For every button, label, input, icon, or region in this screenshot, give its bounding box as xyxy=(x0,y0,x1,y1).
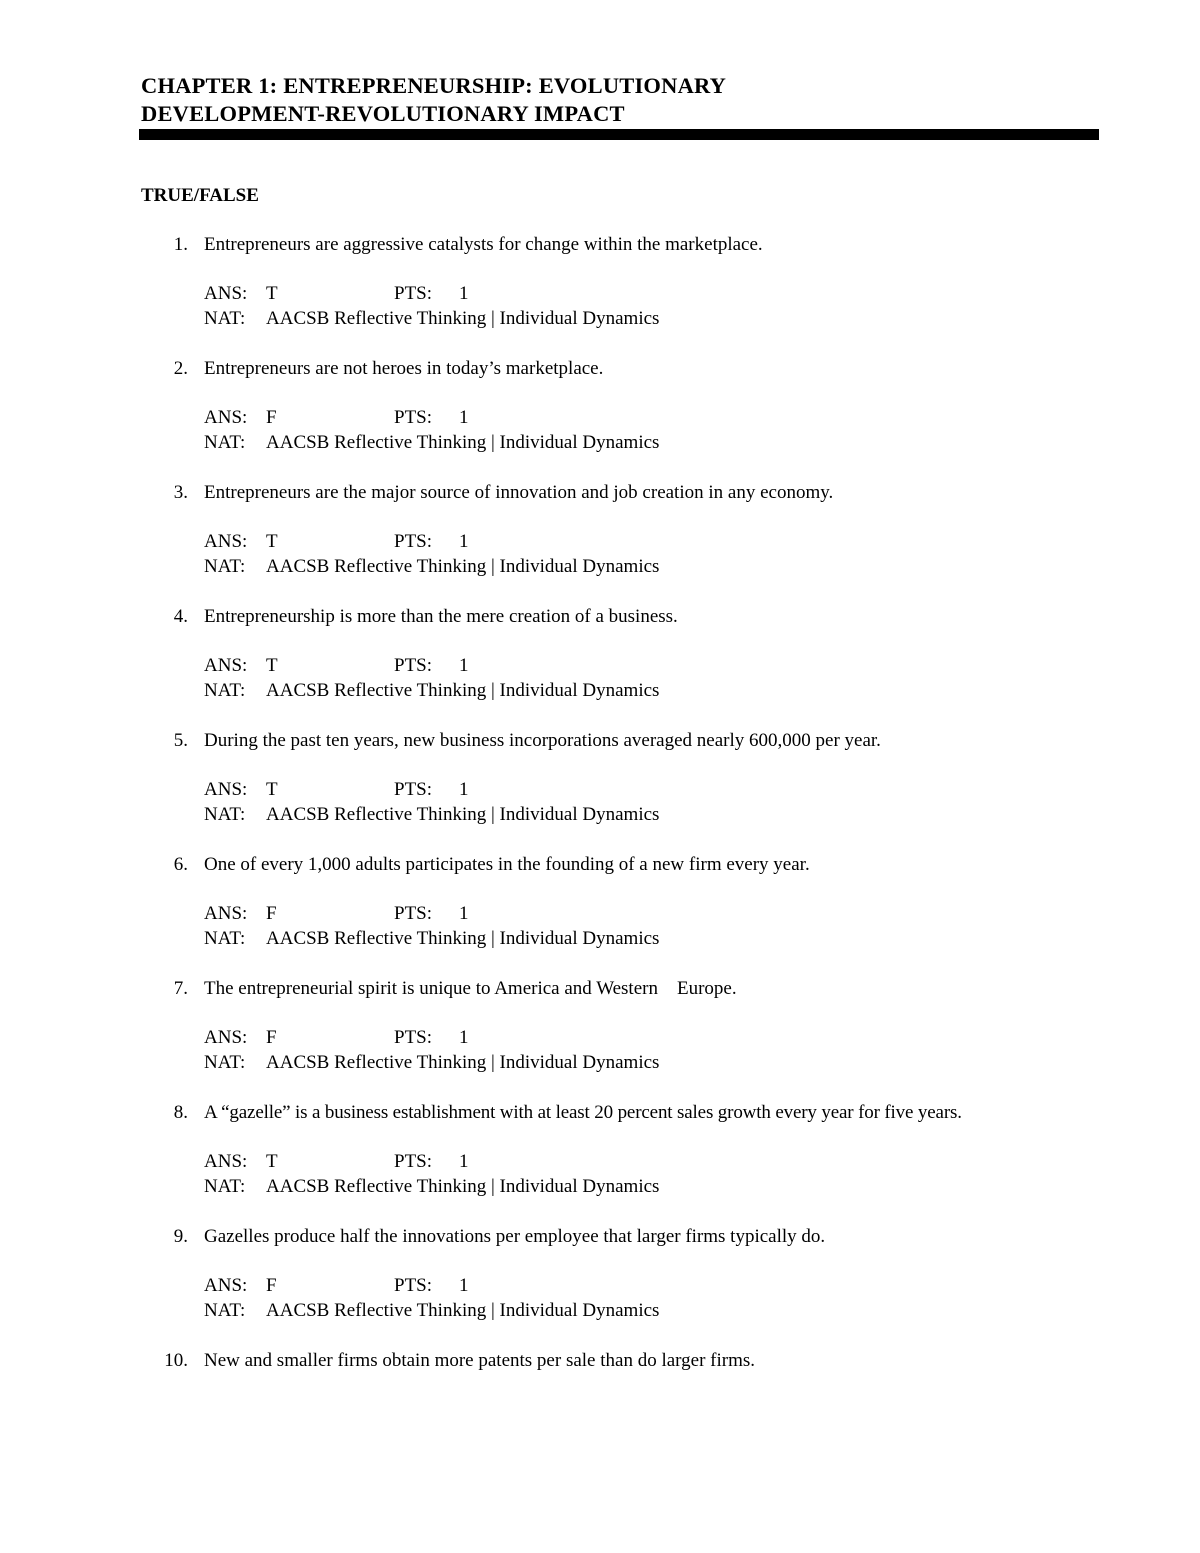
question-text: Entrepreneurs are the major source of innovation and job creation in any economy. xyxy=(204,482,834,503)
ans-value: F xyxy=(266,903,277,924)
answer-row xyxy=(204,1025,469,1051)
question-item xyxy=(0,604,1200,728)
pts-value: 1 xyxy=(459,903,469,924)
ans-label: ANS: xyxy=(204,1027,248,1048)
question-item xyxy=(0,1224,1200,1348)
question-number: 5. xyxy=(173,730,188,751)
question-text: One of every 1,000 adults participates in the founding of a new firm every year. xyxy=(204,854,810,875)
question-text: During the past ten years, new business incorporations averaged nearly 600,000 per year. xyxy=(204,730,881,751)
pts-value: 1 xyxy=(459,1027,469,1048)
nat-row xyxy=(204,926,659,952)
nat-value: AACSB Reflective Thinking | Individual Dynamics xyxy=(266,804,660,825)
nat-value: AACSB Reflective Thinking | Individual Dynamics xyxy=(266,680,660,701)
pts-label: PTS: xyxy=(394,1275,433,1296)
nat-row xyxy=(204,554,659,580)
nat-value: AACSB Reflective Thinking | Individual Dynamics xyxy=(266,432,660,453)
nat-value: AACSB Reflective Thinking | Individual Dynamics xyxy=(266,1176,660,1197)
answer-row xyxy=(204,1149,469,1175)
ans-label: ANS: xyxy=(204,407,248,428)
question-text: Gazelles produce half the innovations per employee that larger firms typically do. xyxy=(204,1226,826,1247)
nat-value: AACSB Reflective Thinking | Individual Dynamics xyxy=(266,1300,660,1321)
pts-label: PTS: xyxy=(394,655,433,676)
nat-label: NAT: xyxy=(204,1176,246,1197)
pts-value: 1 xyxy=(459,655,469,676)
nat-label: NAT: xyxy=(204,1300,246,1321)
nat-row xyxy=(204,1298,659,1324)
question-number: 4. xyxy=(173,606,188,627)
ans-label: ANS: xyxy=(204,1151,248,1172)
answer-row xyxy=(204,281,469,307)
question-item xyxy=(0,480,1200,604)
nat-label: NAT: xyxy=(204,308,246,329)
nat-label: NAT: xyxy=(204,928,246,949)
nat-row xyxy=(204,430,659,456)
ans-value: T xyxy=(266,655,278,676)
ans-label: ANS: xyxy=(204,903,248,924)
ans-label: ANS: xyxy=(204,655,248,676)
question-item xyxy=(0,1100,1200,1224)
answer-row xyxy=(204,1273,469,1299)
nat-label: NAT: xyxy=(204,1052,246,1073)
question-number: 1. xyxy=(173,234,188,255)
pts-label: PTS: xyxy=(394,407,433,428)
pts-label: PTS: xyxy=(394,779,433,800)
pts-label: PTS: xyxy=(394,903,433,924)
question-text: New and smaller firms obtain more patents per sale than do larger firms. xyxy=(204,1350,756,1371)
pts-value: 1 xyxy=(459,283,469,304)
question-item xyxy=(0,728,1200,852)
question-text: A “gazelle” is a business establishment with at least 20 percent sales growth every year for five years. xyxy=(204,1102,962,1123)
question-text: Entrepreneurs are not heroes in today’s marketplace. xyxy=(204,358,604,379)
pts-value: 1 xyxy=(459,1151,469,1172)
question-item xyxy=(0,1348,1200,1472)
title-rule xyxy=(139,129,1099,140)
section-heading: TRUE/FALSE xyxy=(141,185,259,206)
nat-value: AACSB Reflective Thinking | Individual Dynamics xyxy=(266,1052,660,1073)
chapter-title-line-1: CHAPTER 1: ENTREPRENEURSHIP: EVOLUTIONARY xyxy=(141,73,727,98)
ans-value: T xyxy=(266,1151,278,1172)
nat-label: NAT: xyxy=(204,804,246,825)
ans-value: F xyxy=(266,1275,277,1296)
nat-value: AACSB Reflective Thinking | Individual Dynamics xyxy=(266,556,660,577)
nat-value: AACSB Reflective Thinking | Individual Dynamics xyxy=(266,928,660,949)
question-number: 10. xyxy=(164,1350,188,1371)
question-item xyxy=(0,356,1200,480)
question-text: The entrepreneurial spirit is unique to America and Western Europe. xyxy=(204,978,737,999)
chapter-title xyxy=(141,72,726,128)
pts-value: 1 xyxy=(459,779,469,800)
answer-row xyxy=(204,653,469,679)
question-number: 2. xyxy=(173,358,188,379)
question-item xyxy=(0,232,1200,356)
pts-label: PTS: xyxy=(394,531,433,552)
nat-row xyxy=(204,1050,659,1076)
nat-row xyxy=(204,802,659,828)
nat-label: NAT: xyxy=(204,432,246,453)
nat-row xyxy=(204,1174,659,1200)
ans-label: ANS: xyxy=(204,1275,248,1296)
ans-value: F xyxy=(266,1027,277,1048)
ans-value: F xyxy=(266,407,277,428)
question-number: 9. xyxy=(173,1226,188,1247)
ans-label: ANS: xyxy=(204,531,248,552)
ans-label: ANS: xyxy=(204,283,248,304)
ans-label: ANS: xyxy=(204,779,248,800)
ans-value: T xyxy=(266,283,278,304)
nat-label: NAT: xyxy=(204,680,246,701)
nat-label: NAT: xyxy=(204,556,246,577)
answer-row xyxy=(204,405,469,431)
pts-value: 1 xyxy=(459,1275,469,1296)
question-list xyxy=(0,232,1200,1472)
pts-label: PTS: xyxy=(394,1151,433,1172)
answer-row xyxy=(204,901,469,927)
pts-value: 1 xyxy=(459,407,469,428)
pts-value: 1 xyxy=(459,531,469,552)
question-number: 3. xyxy=(173,482,188,503)
question-text: Entrepreneurship is more than the mere creation of a business. xyxy=(204,606,678,627)
nat-row xyxy=(204,678,659,704)
question-number: 8. xyxy=(173,1102,188,1123)
pts-label: PTS: xyxy=(394,283,433,304)
answer-row xyxy=(204,529,469,555)
question-number: 7. xyxy=(173,978,188,999)
question-item xyxy=(0,852,1200,976)
ans-value: T xyxy=(266,779,278,800)
chapter-title-line-2: DEVELOPMENT-REVOLUTIONARY IMPACT xyxy=(141,101,625,126)
nat-row xyxy=(204,306,659,332)
question-text: Entrepreneurs are aggressive catalysts for change within the marketplace. xyxy=(204,234,763,255)
ans-value: T xyxy=(266,531,278,552)
question-item xyxy=(0,976,1200,1100)
nat-value: AACSB Reflective Thinking | Individual Dynamics xyxy=(266,308,660,329)
question-number: 6. xyxy=(173,854,188,875)
answer-row xyxy=(204,777,469,803)
pts-label: PTS: xyxy=(394,1027,433,1048)
